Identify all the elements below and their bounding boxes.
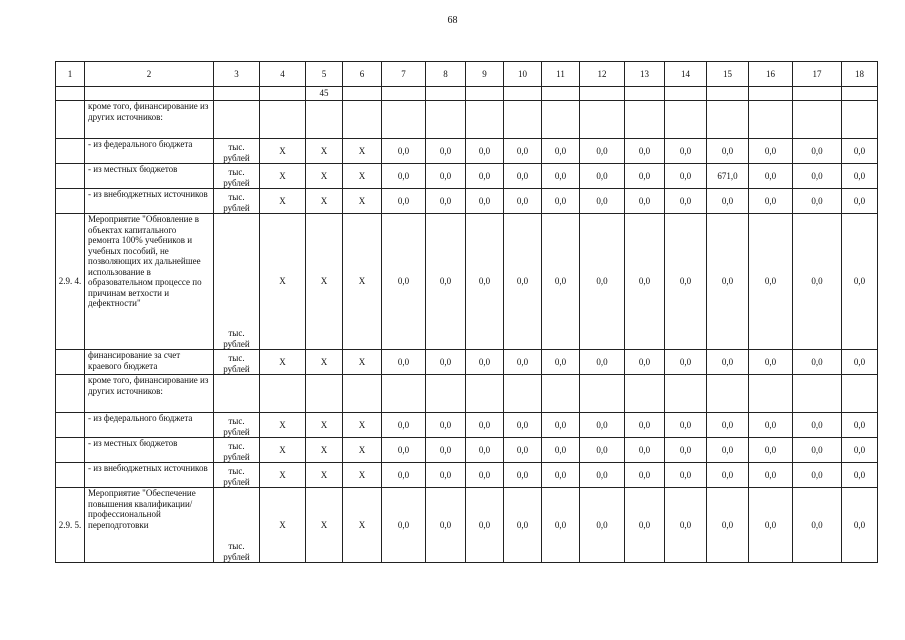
value-cell [343, 87, 382, 101]
column-header: 8 [426, 62, 466, 87]
value-cell [504, 101, 542, 139]
column-header: 7 [382, 62, 426, 87]
value-cell: Х [306, 139, 343, 164]
value-cell: 0,0 [793, 164, 842, 189]
column-header: 11 [542, 62, 580, 87]
unit-cell: тыс. рублей [214, 350, 260, 375]
value-cell: 0,0 [749, 189, 793, 214]
value-cell: 0,0 [382, 413, 426, 438]
value-cell: 0,0 [707, 488, 749, 563]
value-cell: 0,0 [466, 164, 504, 189]
value-cell: 0,0 [382, 438, 426, 463]
value-cell: 0,0 [382, 139, 426, 164]
value-cell: 0,0 [542, 164, 580, 189]
value-cell: 0,0 [665, 413, 707, 438]
value-cell: 0,0 [749, 488, 793, 563]
value-cell: 0,0 [504, 189, 542, 214]
value-cell [580, 375, 625, 413]
table-row [56, 350, 878, 375]
value-cell [343, 375, 382, 413]
unit-cell [214, 101, 260, 139]
row-name-cell: - из федерального бюджета [85, 139, 214, 164]
row-number-cell [56, 139, 85, 164]
value-cell [625, 101, 665, 139]
value-cell [793, 87, 842, 101]
value-cell: Х [343, 463, 382, 488]
value-cell [542, 87, 580, 101]
row-number-cell [56, 413, 85, 438]
value-cell: 0,0 [625, 139, 665, 164]
value-cell: 0,0 [426, 139, 466, 164]
value-cell: Х [343, 189, 382, 214]
value-cell: 0,0 [542, 438, 580, 463]
value-cell: 0,0 [665, 139, 707, 164]
value-cell: 0,0 [625, 189, 665, 214]
table-row [56, 87, 878, 101]
value-cell: 0,0 [580, 164, 625, 189]
value-cell: 0,0 [542, 214, 580, 350]
value-cell: Х [260, 164, 306, 189]
row-name-cell: - из внебюджетных источников [85, 189, 214, 214]
value-cell: Х [260, 463, 306, 488]
value-cell: 0,0 [504, 164, 542, 189]
value-cell [625, 87, 665, 101]
value-cell: 0,0 [504, 463, 542, 488]
value-cell [466, 101, 504, 139]
value-cell: 0,0 [749, 413, 793, 438]
value-cell: 0,0 [382, 164, 426, 189]
value-cell [382, 101, 426, 139]
value-cell: Х [343, 413, 382, 438]
value-cell: 0,0 [504, 438, 542, 463]
value-cell: 0,0 [625, 463, 665, 488]
value-cell: 0,0 [580, 214, 625, 350]
value-cell [426, 375, 466, 413]
table-row [56, 438, 878, 463]
value-cell [842, 101, 878, 139]
column-header: 6 [343, 62, 382, 87]
column-header: 17 [793, 62, 842, 87]
unit-cell: тыс. рублей [214, 214, 260, 350]
value-cell [842, 375, 878, 413]
unit-cell: тыс. рублей [214, 139, 260, 164]
value-cell: 0,0 [580, 189, 625, 214]
value-cell: 0,0 [504, 488, 542, 563]
value-cell [260, 375, 306, 413]
value-cell: 0,0 [665, 350, 707, 375]
value-cell: 0,0 [466, 214, 504, 350]
unit-cell: тыс. рублей [214, 488, 260, 563]
value-cell: 0,0 [842, 139, 878, 164]
value-cell: 0,0 [707, 438, 749, 463]
unit-cell [214, 375, 260, 413]
value-cell: 0,0 [382, 214, 426, 350]
row-name-cell [85, 87, 214, 101]
value-cell: 0,0 [625, 164, 665, 189]
value-cell: 0,0 [625, 488, 665, 563]
value-cell: 0,0 [580, 350, 625, 375]
value-cell: 0,0 [665, 164, 707, 189]
value-cell: 0,0 [665, 488, 707, 563]
value-cell: 0,0 [426, 350, 466, 375]
value-cell: 0,0 [793, 350, 842, 375]
value-cell: 0,0 [707, 413, 749, 438]
table-row [56, 463, 878, 488]
value-cell: Х [260, 438, 306, 463]
row-number-cell [56, 463, 85, 488]
value-cell: Х [260, 214, 306, 350]
value-cell [749, 101, 793, 139]
row-name-cell: финансирование за счет краевого бюджета [85, 350, 214, 375]
value-cell: Х [343, 350, 382, 375]
value-cell [665, 87, 707, 101]
value-cell [343, 101, 382, 139]
row-name-cell: - из местных бюджетов [85, 438, 214, 463]
value-cell: 0,0 [382, 488, 426, 563]
value-cell: Х [306, 413, 343, 438]
value-cell: 0,0 [504, 413, 542, 438]
value-cell: 0,0 [665, 189, 707, 214]
value-cell: Х [343, 438, 382, 463]
column-header: 2 [85, 62, 214, 87]
value-cell [426, 87, 466, 101]
column-header: 15 [707, 62, 749, 87]
value-cell: 0,0 [426, 214, 466, 350]
value-cell: Х [306, 488, 343, 563]
value-cell: 0,0 [842, 350, 878, 375]
row-name-cell: Мероприятие "Обновление в объектах капитального ремонта 100% учебников и учебных пособий, не позволяющих их дальнейшее использование в образовательном процессе по причинам ветхости и дефектности" [85, 214, 214, 350]
value-cell: Х [306, 214, 343, 350]
value-cell: 0,0 [580, 413, 625, 438]
page-number: 68 [447, 15, 458, 26]
value-cell: 0,0 [426, 189, 466, 214]
table-row [56, 139, 878, 164]
value-cell: Х [260, 139, 306, 164]
value-cell [580, 87, 625, 101]
table-row [56, 214, 878, 350]
row-name-cell: Мероприятие "Обеспечение повышения квалификации/профессиональной переподготовки [85, 488, 214, 563]
value-cell: 0,0 [793, 189, 842, 214]
value-cell: 0,0 [382, 463, 426, 488]
value-cell [580, 101, 625, 139]
value-cell: 0,0 [504, 139, 542, 164]
value-cell: 0,0 [382, 350, 426, 375]
value-cell [707, 101, 749, 139]
value-cell: 671,0 [707, 164, 749, 189]
value-cell: 0,0 [665, 463, 707, 488]
value-cell: 0,0 [707, 189, 749, 214]
row-name-cell: - из местных бюджетов [85, 164, 214, 189]
row-number-cell [56, 350, 85, 375]
value-cell: 0,0 [625, 350, 665, 375]
row-name-cell: кроме того, финансирование из других источников: [85, 375, 214, 413]
value-cell [625, 375, 665, 413]
value-cell [504, 87, 542, 101]
value-cell: 0,0 [466, 350, 504, 375]
value-cell: 0,0 [842, 164, 878, 189]
value-cell [665, 375, 707, 413]
table-row [56, 189, 878, 214]
value-cell: 0,0 [625, 438, 665, 463]
row-number-cell [56, 438, 85, 463]
unit-cell: тыс. рублей [214, 463, 260, 488]
value-cell: Х [260, 488, 306, 563]
budget-table [55, 61, 878, 563]
value-cell: 0,0 [580, 488, 625, 563]
value-cell: 0,0 [707, 463, 749, 488]
value-cell: 0,0 [542, 488, 580, 563]
value-cell: 0,0 [749, 139, 793, 164]
value-cell: 0,0 [665, 214, 707, 350]
column-header: 12 [580, 62, 625, 87]
value-cell: Х [343, 488, 382, 563]
value-cell [260, 87, 306, 101]
value-cell: 0,0 [793, 488, 842, 563]
value-cell: 0,0 [793, 463, 842, 488]
table-row [56, 488, 878, 563]
value-cell: 0,0 [580, 438, 625, 463]
unit-cell: тыс. рублей [214, 189, 260, 214]
value-cell [504, 375, 542, 413]
row-number-cell [56, 189, 85, 214]
value-cell [306, 101, 343, 139]
value-cell: 0,0 [426, 164, 466, 189]
value-cell: 0,0 [842, 413, 878, 438]
value-cell: 0,0 [504, 214, 542, 350]
value-cell [749, 87, 793, 101]
value-cell [707, 87, 749, 101]
value-cell: 0,0 [542, 189, 580, 214]
value-cell: 0,0 [842, 438, 878, 463]
value-cell: Х [306, 189, 343, 214]
unit-cell: тыс. рублей [214, 438, 260, 463]
value-cell: Х [306, 463, 343, 488]
value-cell: 0,0 [707, 350, 749, 375]
value-cell: 0,0 [542, 139, 580, 164]
value-cell [707, 375, 749, 413]
column-header: 9 [466, 62, 504, 87]
row-number-cell [56, 164, 85, 189]
table-row [56, 164, 878, 189]
value-cell: Х [260, 189, 306, 214]
value-cell [793, 101, 842, 139]
value-cell: 0,0 [842, 214, 878, 350]
value-cell: 0,0 [707, 214, 749, 350]
value-cell: Х [343, 214, 382, 350]
value-cell: 0,0 [749, 350, 793, 375]
column-header: 1 [56, 62, 85, 87]
value-cell: 0,0 [625, 413, 665, 438]
value-cell: Х [260, 350, 306, 375]
value-cell [260, 101, 306, 139]
value-cell: Х [260, 413, 306, 438]
value-cell: 0,0 [426, 488, 466, 563]
value-cell: 0,0 [466, 463, 504, 488]
value-cell: 0,0 [580, 139, 625, 164]
value-cell: Х [343, 164, 382, 189]
value-cell [542, 375, 580, 413]
value-cell: 0,0 [542, 413, 580, 438]
table-row [56, 375, 878, 413]
value-cell: 0,0 [793, 438, 842, 463]
value-cell: 0,0 [466, 139, 504, 164]
column-header: 5 [306, 62, 343, 87]
value-cell: Х [306, 164, 343, 189]
value-cell: 0,0 [466, 189, 504, 214]
value-cell: 0,0 [793, 214, 842, 350]
value-cell: 0,0 [466, 413, 504, 438]
value-cell: 0,0 [793, 413, 842, 438]
value-cell: 45 [306, 87, 343, 101]
value-cell [382, 375, 426, 413]
value-cell: 0,0 [842, 189, 878, 214]
row-number-cell [56, 101, 85, 139]
row-name-cell: кроме того, финансирование из других источников: [85, 101, 214, 139]
value-cell [749, 375, 793, 413]
table-header-row [56, 62, 878, 87]
value-cell [382, 87, 426, 101]
column-header: 16 [749, 62, 793, 87]
value-cell: 0,0 [382, 189, 426, 214]
value-cell [466, 87, 504, 101]
value-cell: 0,0 [466, 438, 504, 463]
value-cell: Х [306, 350, 343, 375]
value-cell: Х [343, 139, 382, 164]
row-name-cell: - из внебюджетных источников [85, 463, 214, 488]
value-cell [306, 375, 343, 413]
value-cell: 0,0 [426, 413, 466, 438]
value-cell: 0,0 [625, 214, 665, 350]
value-cell [665, 101, 707, 139]
value-cell [842, 87, 878, 101]
column-header: 3 [214, 62, 260, 87]
unit-cell [214, 87, 260, 101]
unit-cell: тыс. рублей [214, 164, 260, 189]
value-cell: 0,0 [542, 463, 580, 488]
value-cell: 0,0 [466, 488, 504, 563]
column-header: 10 [504, 62, 542, 87]
value-cell [466, 375, 504, 413]
value-cell: 0,0 [580, 463, 625, 488]
value-cell: 0,0 [542, 350, 580, 375]
value-cell: 0,0 [749, 463, 793, 488]
column-header: 4 [260, 62, 306, 87]
value-cell: 0,0 [665, 438, 707, 463]
unit-cell: тыс. рублей [214, 413, 260, 438]
column-header: 14 [665, 62, 707, 87]
value-cell [793, 375, 842, 413]
value-cell: 0,0 [842, 488, 878, 563]
value-cell: Х [306, 438, 343, 463]
table-row [56, 413, 878, 438]
table-body [56, 87, 878, 563]
value-cell [542, 101, 580, 139]
value-cell: 0,0 [504, 350, 542, 375]
row-number-cell [56, 87, 85, 101]
value-cell: 0,0 [749, 214, 793, 350]
value-cell [426, 101, 466, 139]
value-cell: 0,0 [749, 164, 793, 189]
row-name-cell: - из федерального бюджета [85, 413, 214, 438]
column-header: 13 [625, 62, 665, 87]
value-cell: 0,0 [793, 139, 842, 164]
row-number-cell: 2.9. 5. [56, 488, 85, 563]
value-cell: 0,0 [426, 463, 466, 488]
value-cell: 0,0 [707, 139, 749, 164]
value-cell: 0,0 [426, 438, 466, 463]
column-header: 18 [842, 62, 878, 87]
row-number-cell: 2.9. 4. [56, 214, 85, 350]
row-number-cell [56, 375, 85, 413]
value-cell: 0,0 [842, 463, 878, 488]
table-row [56, 101, 878, 139]
value-cell: 0,0 [749, 438, 793, 463]
